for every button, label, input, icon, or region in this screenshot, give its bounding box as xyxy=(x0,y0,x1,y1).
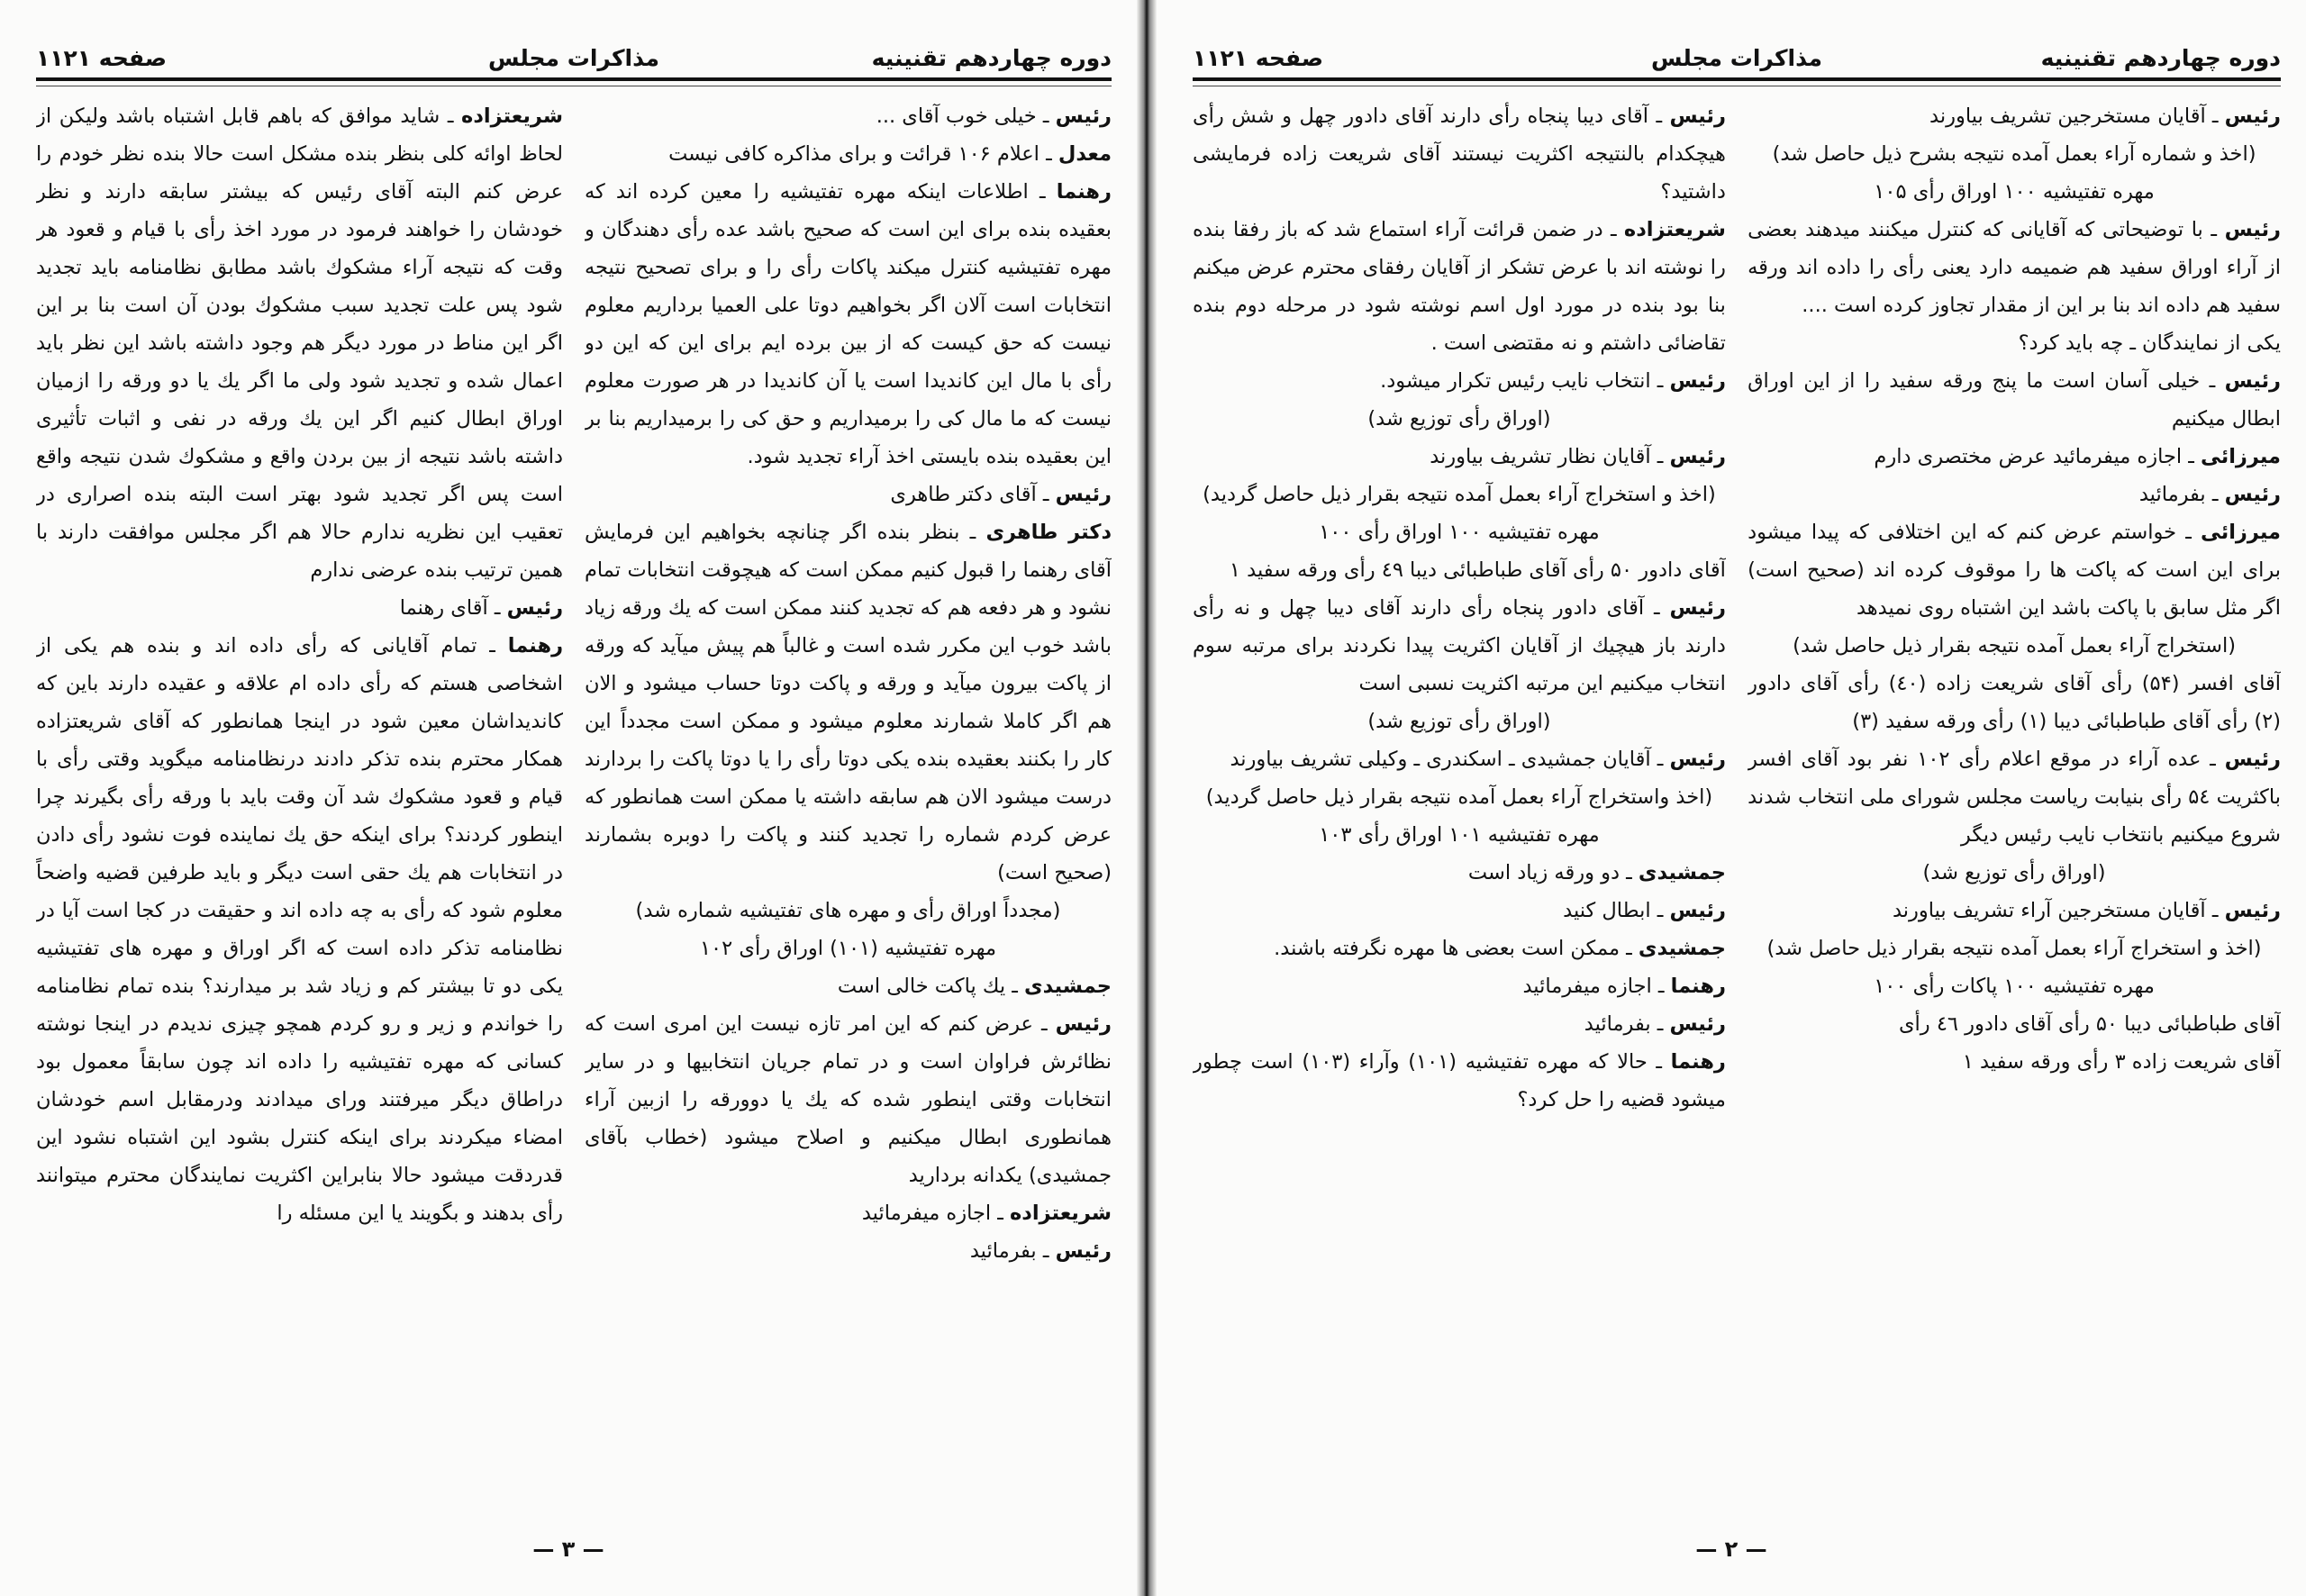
transcript-paragraph xyxy=(1193,97,1726,211)
speaker-name: رئیس xyxy=(1055,1239,1112,1263)
transcript-paragraph xyxy=(1748,135,2281,173)
transcript-paragraph xyxy=(1748,854,2281,892)
speech-text: مهره تفتیشیه ۱۰۰ اوراق رأی ۱۰۰ xyxy=(1319,521,1600,544)
speech-text: ـ با توضیحاتی که آقایانی که کنترل میکنند میدهند بعضی از آراء اوراق سفید هم ضمیمه دارد یعنی رأی را داده اند ورقه سفید هم داده اند بنا بر این از مقدار تجاوز کرده است .... xyxy=(1748,218,2281,317)
transcript-paragraph xyxy=(1193,438,1726,476)
transcript-paragraph xyxy=(1748,476,2281,513)
transcript-paragraph xyxy=(1193,778,1726,816)
speaker-name: رئیس xyxy=(1055,104,1112,128)
left-page xyxy=(0,0,1137,1596)
right-page xyxy=(1157,0,2306,1596)
transcript-paragraph xyxy=(585,892,1112,929)
transcript-paragraph xyxy=(1193,589,1726,703)
transcript-paragraph xyxy=(585,476,1112,513)
speech-text: ـ ممکن است بعضی ها مهره نگرفته باشند. xyxy=(1274,937,1639,960)
right-page-header xyxy=(1193,36,2281,81)
speaker-name: رهنما xyxy=(1670,975,1726,998)
speaker-name: رئیس xyxy=(2224,483,2281,506)
speech-text: ـ آقای دیبا پنجاه رأی دارند آقای دادور چهل و شش رأی هیچکدام بالنتیجه اکثریت نیستند آقای شریعت زاده فرمایشی داشتید؟ xyxy=(1193,104,1726,204)
speech-text: ـ دو ورقه زیاد است xyxy=(1467,861,1639,884)
transcript-paragraph xyxy=(585,929,1112,967)
transcript-paragraph xyxy=(585,1232,1112,1270)
transcript-paragraph xyxy=(1748,97,2281,135)
left-page-columns xyxy=(36,97,1112,1515)
speech-text: (استخراج آراء بعمل آمده نتیجه بقرار ذیل حاصل شد) xyxy=(1793,634,2236,657)
transcript-paragraph xyxy=(1193,362,1726,400)
transcript-paragraph xyxy=(36,627,563,1232)
speech-text: (اوراق رأی توزیع شد) xyxy=(1922,861,2106,884)
speech-text: ـ آقای دکتر طاهری xyxy=(890,483,1056,506)
transcript-paragraph xyxy=(585,135,1112,173)
transcript-paragraph xyxy=(1193,816,1726,854)
speaker-name: رئیس xyxy=(1669,445,1726,468)
speaker-name: رئیس xyxy=(1669,1012,1726,1036)
transcript-paragraph xyxy=(1748,665,2281,740)
speech-text: ـ اطلاعات اینکه مهره تفتیشیه را معین کرده اند که بعقیده بنده برای این است که صحیح باشد عده رأی دهندگان و مهره تفتیشیه کنترل میکند پاکات رأی را و برای تصحیح نتیجه انتخابات است آلان اگر بخواهیم دوتا علی العمیا برداریم معلوم نیست که حق کیست که از بین برده ایم برای این که این دو رأی با مال این کاندیدا است یا آن کاندیدا در هر صورت معلوم نیست که ما مال کی را برمیداریم و حق کی را برمیداریم بنا بر این بعقیده بنده بایستی اخذ آراء تجدید شود. xyxy=(584,180,1112,468)
speaker-name: جمشیدی xyxy=(1638,861,1726,884)
header-page-number: صفحه ۱۱۲۱ xyxy=(1193,45,1324,71)
transcript-paragraph xyxy=(1193,929,1726,967)
speaker-name: میرزائی xyxy=(2201,521,2281,544)
header-rule xyxy=(36,77,1112,81)
speaker-name: رئیس xyxy=(2224,218,2281,241)
speech-text: ـ ابطال کنید xyxy=(1563,899,1670,922)
speaker-name: معدل xyxy=(1058,142,1112,166)
speaker-name: رهنما xyxy=(1056,180,1112,204)
speech-text: آقای افسر (۵۴) رأی آقای شریعت زاده (٤٠) رأی آقای دادور (۲) رأی آقای طباطبائی دیبا (۱) رأی ورقه سفید (۳) xyxy=(1748,672,2281,733)
speech-text: ـ خواستم عرض کنم که این اختلافی که پیدا میشود برای این است که پاکت ها را موقوف کرده اند (صحیح است) اگر مثل سابق با پاکت باشد این اشتباه روی نمیدهد xyxy=(1748,521,2281,620)
speech-text: مهره تفتیشیه (۱۰۱) اوراق رأی ۱۰۲ xyxy=(699,937,996,960)
transcript-paragraph xyxy=(1748,929,2281,967)
speaker-name: رئیس xyxy=(506,596,564,620)
transcript-paragraph xyxy=(1748,513,2281,627)
speech-text: آقای طباطبائی دیبا ۵۰ رأی آقای دادور ٤٦ رأی xyxy=(1898,1012,2281,1036)
text-column-left xyxy=(1193,97,1726,1515)
speech-text: مهره تفتیشیه ۱۰۰ پاکات رأی ۱۰۰ xyxy=(1874,975,2155,998)
transcript-paragraph xyxy=(1748,324,2281,362)
transcript-paragraph xyxy=(585,1194,1112,1232)
speaker-name: رئیس xyxy=(1669,899,1726,922)
speaker-name: جمشیدی xyxy=(1638,937,1726,960)
transcript-paragraph xyxy=(1193,211,1726,362)
transcript-paragraph xyxy=(1193,740,1726,778)
header-title: مذاکرات مجلس xyxy=(1650,45,1822,71)
speaker-name: رئیس xyxy=(2224,104,2281,128)
transcript-paragraph xyxy=(585,97,1112,135)
transcript-paragraph xyxy=(1748,627,2281,665)
transcript-paragraph xyxy=(585,513,1112,892)
speaker-name: رئیس xyxy=(2224,748,2281,771)
transcript-paragraph xyxy=(36,589,563,627)
speech-text: ـ آقایان مستخرجین تشریف بیاورند xyxy=(1929,104,2225,128)
speaker-name: رئیس xyxy=(1669,369,1726,393)
transcript-paragraph xyxy=(1748,740,2281,854)
transcript-paragraph xyxy=(1193,892,1726,929)
speaker-name: رهنما xyxy=(1670,1050,1726,1074)
speech-text: ـ بفرمائید xyxy=(1584,1012,1670,1036)
transcript-paragraph xyxy=(585,967,1112,1005)
speech-text: ـ خیلی خوب آقای ... xyxy=(876,104,1056,128)
speaker-name: رئیس xyxy=(1669,104,1726,128)
speaker-name: شریعتزاده xyxy=(1010,1202,1112,1225)
speech-text: ـ تمام آقایانی که رأی داده اند و بنده هم یکی از اشخاصی هستم که رأی داده ام علاقه و عقیده دارند باین که کاندیداشان معین شود در اینجا همانطور که آقای شریعتزاده همکار محترم بنده تذکر دادند درنظامنامه میگوید وقتی رأی با قیام و قعود مشکوك شد آن وقت باید با ورقه رأی بگیرند چرا اینطور کردند؟ برای اینکه حق یك نماینده فوت نشود رأی دادن در انتخابات هم یك حقی است دیگر و باید طرفین قضیه واضحاً معلوم شود که رأی به چه داده اند و حقیقت در کجا است آیا در نظامنامه تذکر داده است که اگر اوراق و مهره های تفتیشیه یکی دو تا بیشتر کم و زیاد شد بر میدارند؟ بنده تمام نظامنامه را خواندم و زیر و رو کردم همچو چیزی ندیدم در اینجا نوشته کسانی که مهره تفتیشیه را داده اند چون سابقاً معمول بود دراطاق دیگر میرفتند ورای میدادند ودرمقابل اسم خودشان امضاء میکردند برای اینکه کنترل بشود این اشتباه نشود این قدردقت میشود حالا بنابراین اکثریت نمایندگان محترم میتوانند رأی بدهند و بگویند یا این مسئله را xyxy=(36,634,564,1225)
speech-text: (مجدداً اوراق رأی و مهره های تفتیشیه شماره شد) xyxy=(635,899,1061,922)
transcript-paragraph xyxy=(1193,1005,1726,1043)
transcript-paragraph xyxy=(1193,1043,1726,1119)
speech-text: ـ آقایان نظار تشریف بیاورند xyxy=(1430,445,1670,468)
header-session: دوره چهاردهم تقنینیه xyxy=(2040,45,2281,71)
speech-text: ـ یك پاکت خالی است xyxy=(837,975,1024,998)
speech-text: ـ اجازه میفرمائید عرض مختصری دارم xyxy=(1874,445,2201,468)
transcript-paragraph xyxy=(1193,476,1726,513)
speech-text: (اوراق رأی توزیع شد) xyxy=(1367,407,1551,431)
speech-text: (اخذ و استخراج آراء بعمل آمده نتیجه بقرار ذیل حاصل شد) xyxy=(1766,937,2262,960)
transcript-paragraph xyxy=(1748,1043,2281,1081)
book-gutter xyxy=(1137,0,1157,1596)
transcript-paragraph xyxy=(1193,967,1726,1005)
header-page-number: صفحه ۱۱۲۱ xyxy=(36,45,168,71)
speech-text: یکی از نمایندگان ـ چه باید کرد؟ xyxy=(2018,331,2281,355)
text-column-right xyxy=(1748,97,2281,1515)
transcript-paragraph xyxy=(1193,400,1726,438)
speech-text: ـ انتخاب نایب رئیس تکرار میشود. xyxy=(1380,369,1670,393)
speaker-name: شریعتزاده xyxy=(461,104,564,128)
speech-text: ـ در ضمن قرائت آراء استماع شد که باز رفقا بنده را نوشته اند با عرض تشکر از آقایان رفقای محترم عرض میکنم بنا بود بنده در مورد اول اسم نوشته شود در مرحله دوم بنده تقاضائی داشتم و نه مقتضی است . xyxy=(1193,218,1726,355)
transcript-paragraph xyxy=(1748,438,2281,476)
speech-text: (اخذ واستخراج آراء بعمل آمده نتیجه بقرار ذیل حاصل گردید) xyxy=(1205,785,1713,809)
speech-text: ـ حالا که مهره تفتیشیه (۱۰۱) وآراء (۱۰۳) است چطور میشود قضیه را حل کرد؟ xyxy=(1193,1050,1726,1111)
speaker-name: میرزائی xyxy=(2201,445,2281,468)
speaker-name: رهنما xyxy=(507,634,564,657)
speech-text: ـ اجازه میفرمائید xyxy=(861,1202,1010,1225)
page-folio: — ۳ — xyxy=(532,1537,604,1562)
transcript-paragraph xyxy=(585,173,1112,476)
transcript-paragraph xyxy=(1193,551,1726,589)
speech-text: ـ اعلام ۱۰۶ قرائت و برای مذاکره کافی نیست xyxy=(668,142,1058,166)
speech-text: ـ بنظر بنده اگر چنانچه بخواهیم این فرمایش آقای رهنما را قبول کنیم ممکن است که هیچوقت انتخابات تمام نشود و هر دفعه هم که تجدید کنند ممکن است که یك ورقه زیاد باشد خوب این مکرر شده است و غالباً هم پیش میآید که ورقه از پاکت بیرون میآید و ورقه و پاکت دوتا حساب میشود و الان هم اگر کاملا شمارند معلوم میشود و ممکن است مجدداً این کار را بکنند بعقیده بنده یکی دوتا رأی را یا دوتا پاکت را بردارند درست میشود الان هم سابقه داشته یا ممکن است همانطور که عرض کردم شماره را تجدید کنند و پاکت را دوبره بشمارند (صحیح است) xyxy=(584,521,1112,884)
speaker-name: رئیس xyxy=(2224,369,2281,393)
speaker-name: رئیس xyxy=(2224,899,2281,922)
speech-text: ـ آقایان مستخرجین آراء تشریف بیاورند xyxy=(1892,899,2225,922)
speech-text: ـ عده آراء در موقع اعلام رأی ۱۰۲ نفر بود آقای افسر باکثریت ۵٤ رأی بنیابت ریاست مجلس شورای ملی انتخاب شدند شروع میکنیم بانتخاب نایب رئیس دیگر xyxy=(1748,748,2281,847)
text-column-right xyxy=(585,97,1112,1515)
speaker-name: رئیس xyxy=(1055,483,1112,506)
speaker-name: شریعتزاده xyxy=(1623,218,1726,241)
transcript-paragraph xyxy=(1193,513,1726,551)
transcript-paragraph xyxy=(1748,211,2281,324)
speech-text: ـ بفرمائید xyxy=(969,1239,1056,1263)
speech-text: ـ خیلی آسان است ما پنج ورقه سفید را از این اوراق ابطال میکنیم xyxy=(1748,369,2281,431)
speaker-name: رئیس xyxy=(1055,1012,1112,1036)
transcript-paragraph xyxy=(1748,362,2281,438)
speech-text: ـ اجازه میفرمائید xyxy=(1522,975,1671,998)
page-folio: — ۲ — xyxy=(1695,1537,1767,1562)
transcript-paragraph xyxy=(585,1005,1112,1194)
right-page-columns xyxy=(1193,97,2281,1515)
speech-text: ـ شاید موافق که باهم قابل اشتباه باشد ولیکن از لحاظ اوائه کلی بنظر بنده مشکل است حالا بنده نظر خودم را عرض کنم البته آقای رئیس که بیشتر سابقه دارند و نظر خودشان را خواهند فرمود در مورد اخذ رأی با قیام و قعود هر وقت که نتیجه آراء مشکوك باشد مطابق نظامنامه باید تجدید شود پس علت تجدید سبب مشکوك بودن آن است بنا بر این اگر این مناط در مورد دیگر هم وجود داشته باشد این نظر باید اعمال شده و تجدید شود ولی ما اگر یك یا دو ورقه را ازمیان اوراق ابطال کنیم اگر این یك ورقه در نفی و اثبات تأثیری داشته باشد نتیجه از بین بردن واقع و مشکوك شدن نتیجه واقع است پس اگر تجدید شود بهتر است البته بنده اصراری در تعقیب این نظریه ندارم حالا هم اگر مجلس موافقت دارند با همین ترتیب بنده عرضی ندارم xyxy=(36,104,564,582)
speaker-name: رئیس xyxy=(1669,748,1726,771)
header-title: مذاکرات مجلس xyxy=(487,45,659,71)
transcript-paragraph xyxy=(1748,1005,2281,1043)
speech-text: مهره تفتیشیه ۱۰۱ اوراق رأی ۱۰۳ xyxy=(1319,823,1600,847)
speaker-name: جمشیدی xyxy=(1024,975,1112,998)
header-rule xyxy=(1193,77,2281,81)
speech-text: (اخذ و استخراج آراء بعمل آمده نتیجه بقرار ذیل حاصل گردید) xyxy=(1203,483,1716,506)
speech-text: ـ آقای رهنما xyxy=(399,596,507,620)
speaker-name: دکتر طاهری xyxy=(985,521,1112,544)
transcript-paragraph xyxy=(1748,967,2281,1005)
speech-text: ـ آقایان جمشیدی ـ اسکندری ـ وکیلی تشریف بیاورند xyxy=(1230,748,1670,771)
transcript-paragraph xyxy=(1193,703,1726,740)
text-column-left xyxy=(36,97,563,1515)
left-page-header xyxy=(36,36,1112,81)
speaker-name: رئیس xyxy=(1669,596,1726,620)
speech-text: آقای شریعت زاده ۳ رأی ورقه سفید ۱ xyxy=(1962,1050,2281,1074)
speech-text: (اوراق رأی توزیع شد) xyxy=(1367,710,1551,733)
transcript-paragraph xyxy=(1748,892,2281,929)
transcript-paragraph xyxy=(36,97,563,589)
speech-text: ـ آقای دادور پنجاه رأی دارند آقای دیبا چهل و نه رأی دارند باز هیچیك از آقایان اکثریت پیدا نکردند برای مرتبه سوم انتخاب میکنیم این مرتبه اکثریت نسبی است xyxy=(1193,596,1726,695)
header-session: دوره چهاردهم تقنینیه xyxy=(871,45,1112,71)
speech-text: ـ عرض کنم که این امر تازه نیست این امری است که نظائرش فراوان است و در تمام جریان انتخابیها و در سایر انتخابات وقتی اینطور شده که یك یا دوورقه را ازبین آراء همانطوری ابطال میکنیم و اصلاح میشود (خطاب بآقای جمشیدی) یکدانه بردارید xyxy=(584,1012,1112,1187)
speech-text: آقای دادور ۵۰ رأی آقای طباطبائی دیبا ٤۹ رأی ورقه سفید ۱ xyxy=(1229,558,1726,582)
speech-text: ـ بفرمائید xyxy=(2138,483,2225,506)
transcript-paragraph xyxy=(1748,173,2281,211)
speech-text: (اخذ و شماره آراء بعمل آمده نتیجه بشرح ذیل حاصل شد) xyxy=(1772,142,2256,166)
speech-text: مهره تفتیشیه ۱۰۰ اوراق رأی ۱۰۵ xyxy=(1874,180,2155,204)
transcript-paragraph xyxy=(1193,854,1726,892)
